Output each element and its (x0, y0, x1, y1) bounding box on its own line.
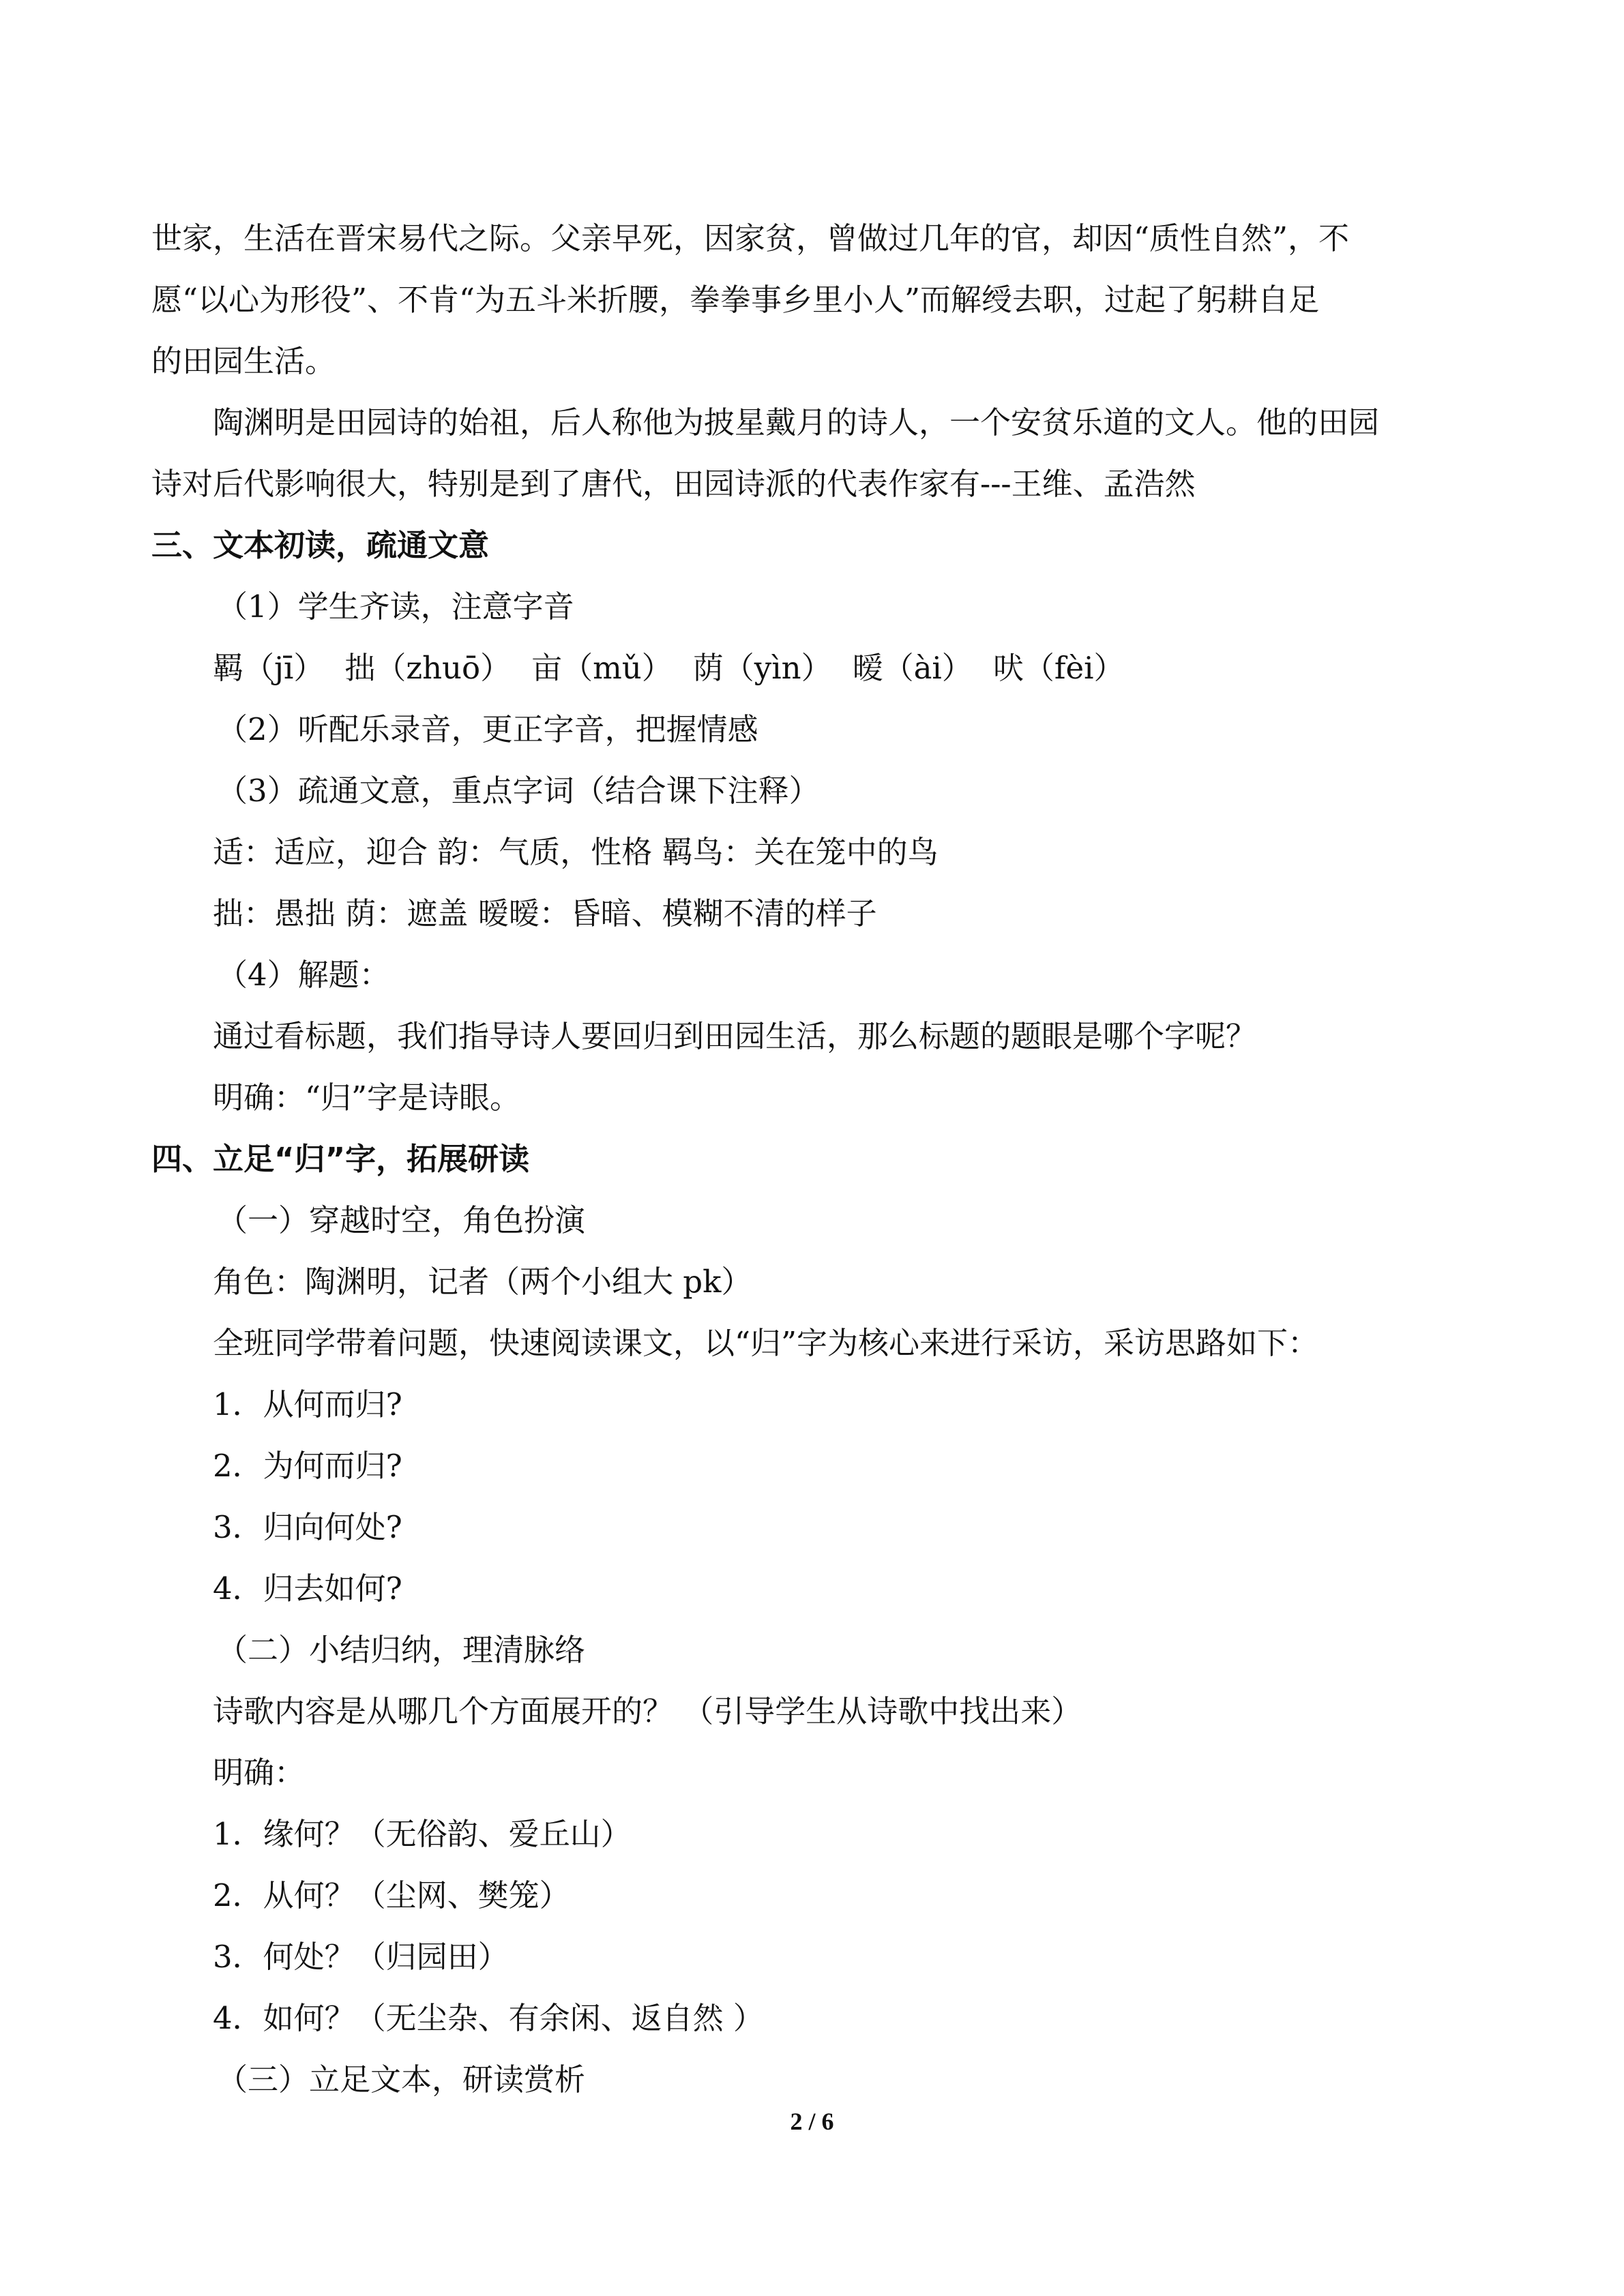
pinyin-ai: 暧（ài） (852, 650, 973, 686)
paragraph-line: 角色：陶渊明，记者（两个小组大 pk） (213, 1264, 752, 1300)
pinyin-zhuo: 拙（zhuō） (344, 650, 512, 686)
paragraph-line: 全班同学带着问题，快速阅读课文，以“归”字为核心来进行采访，采访思路如下： (213, 1325, 1319, 1361)
list-item: 1．从何而归? (213, 1386, 402, 1422)
pinyin-ji: 羁（jī） (213, 650, 325, 686)
pinyin-yin: 荫（yìn） (692, 650, 832, 686)
pinyin-mu: 亩（mǔ） (531, 650, 673, 686)
list-item: 1．缘何？（无俗韵、爱丘山） (213, 1816, 632, 1852)
paragraph-line: 愿“以心为形役”、不肯“为五斗米折腰，拳拳事乡里小人”而解绶去职，过起了躬耕自足 (151, 282, 1320, 318)
list-item: 3．何处？（归园田） (213, 1939, 509, 1975)
document-body (151, 208, 1475, 2111)
paragraph-line: 明确：“归”字是诗眼。 (213, 1079, 521, 1116)
list-item: 4．如何？（无尘杂、有余闲、返自然 ） (213, 2000, 764, 2036)
paragraph-line: 诗歌内容是从哪几个方面展开的？ （引导学生从诗歌中找出来） (213, 1693, 1082, 1729)
vocab-line: 拙：愚拙 荫：遮盖 暧暧：昏暗、模糊不清的样子 (213, 895, 877, 931)
list-item: 2．为何而归? (213, 1448, 402, 1484)
pinyin-row (151, 638, 1475, 699)
section-heading-4: 四、立足“归”字，拓展研读 (151, 1141, 530, 1177)
paragraph-line: 的田园生活。 (151, 343, 336, 379)
pinyin-fei: 吠（fèi） (992, 650, 1125, 686)
step-1-label: （1）学生齐读，注意字音 (217, 588, 574, 625)
subsection-label: （一）穿越时空，角色扮演 (217, 1202, 586, 1238)
subsection-label: （三）立足文本，研读赏析 (217, 2061, 586, 2098)
paragraph-line: 陶渊明是田园诗的始祖，后人称他为披星戴月的诗人，一个安贫乐道的文人。他的田园 (213, 404, 1380, 441)
step-4-label: （4）解题： (217, 957, 390, 993)
step-2-label: （2）听配乐录音，更正字音，把握情感 (217, 711, 758, 747)
subsection-label: （二）小结归纳，理清脉络 (217, 1632, 586, 1668)
paragraph-line: 世家，生活在晋宋易代之际。父亲早死，因家贫，曾做过几年的官，却因“质性自然”，不 (151, 220, 1350, 256)
list-item: 2．从何？（尘网、樊笼） (213, 1877, 570, 1913)
page-number: 2 / 6 (790, 2108, 834, 2135)
step-3-label: （3）疏通文意，重点字词（结合课下注释） (217, 773, 820, 809)
section-heading-3: 三、文本初读，疏通文意 (151, 527, 490, 563)
paragraph-line: 诗对后代影响很大，特别是到了唐代，田园诗派的代表作家有---王维、孟浩然 (151, 466, 1196, 502)
vocab-line: 适：适应，迎合 韵：气质，性格 羁鸟：关在笼中的鸟 (213, 834, 939, 870)
paragraph-line: 明确： (213, 1755, 306, 1791)
paragraph-line: 通过看标题，我们指导诗人要回归到田园生活，那么标题的题眼是哪个字呢？ (213, 1018, 1257, 1054)
list-item: 3．归向何处? (213, 1509, 402, 1545)
list-item: 4．归去如何? (213, 1570, 402, 1607)
